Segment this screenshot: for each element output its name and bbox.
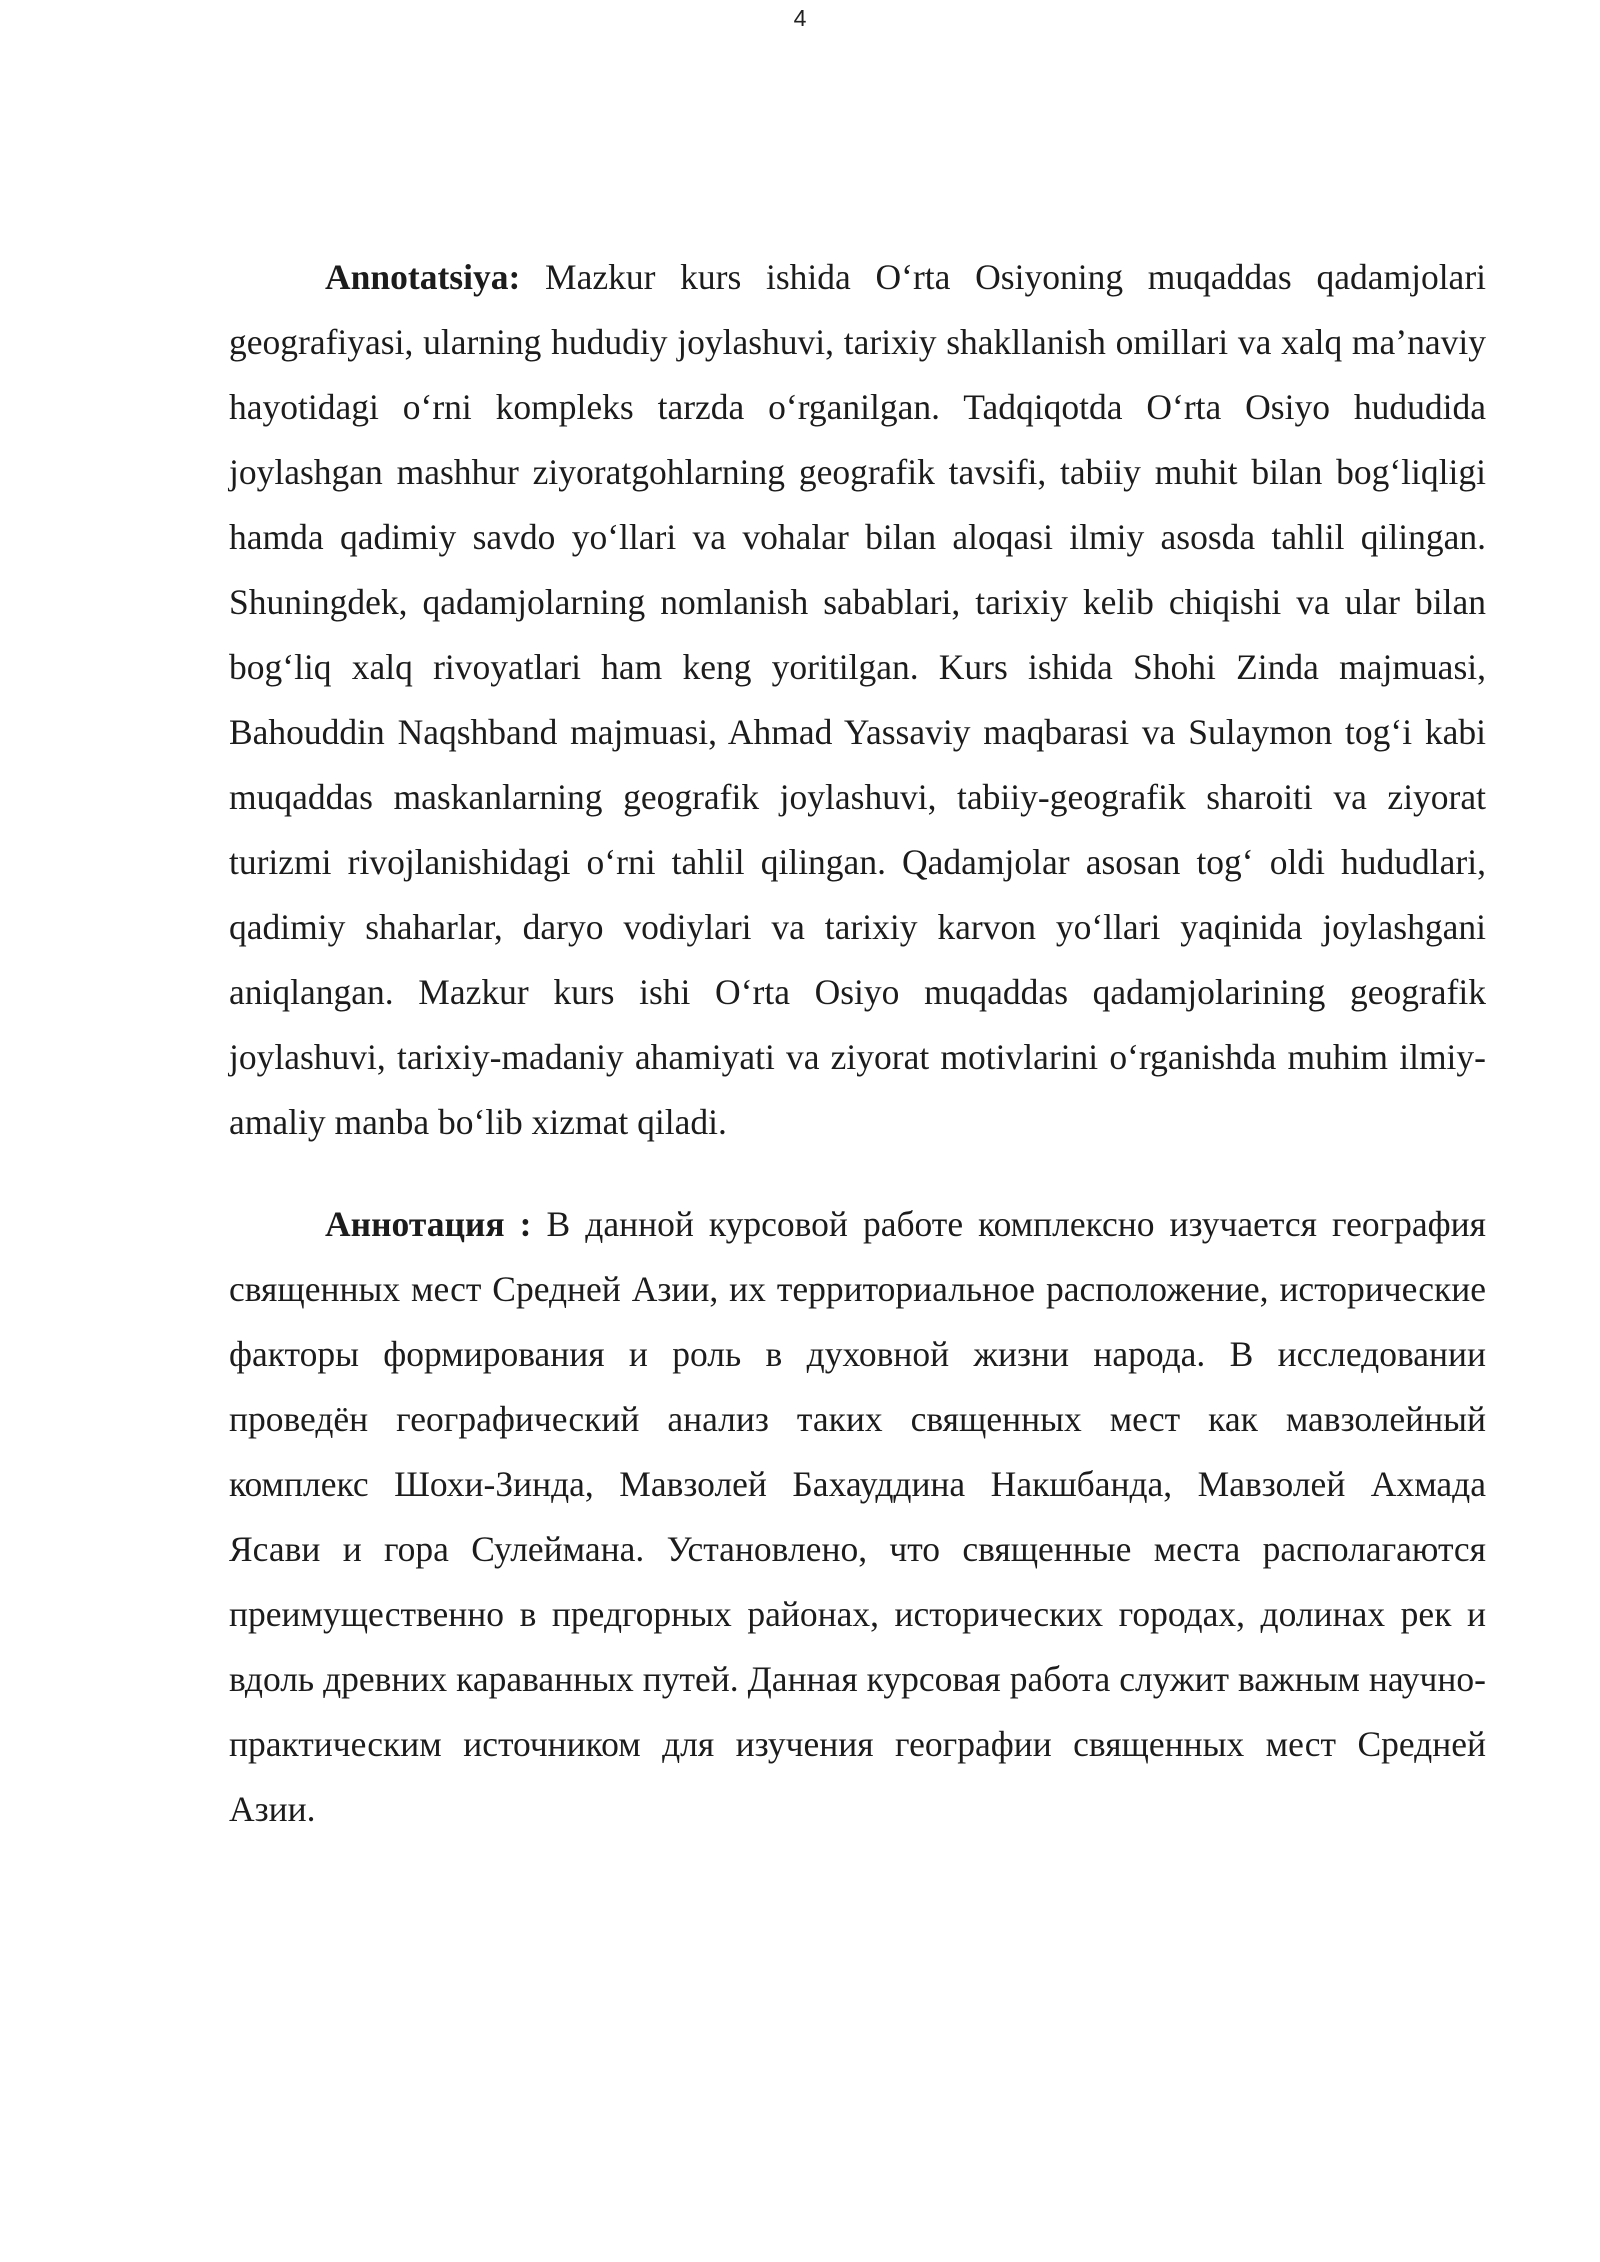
document-body [229, 245, 1486, 1842]
annotation-russian-text: В данной курсовой работе комплексно изучается география священных мест Средней Азии, их территориальное расположение, исторические факторы формирования и роль в духовной жизни народа. В исследовании проведён географический анализ таких священных мест как мавзолейный комплекс Шохи-Зинда, Мавзолей Бахауддина Накшбанда, Мавзолей Ахмада Ясави и гора Сулеймана. Установлено, что священные места располагаются преимущественно в предгорных районах, исторических городах, долинах рек и вдоль древних караванных путей. Данная курсовая работа служит важным научно-практическим источником для изучения географии священных мест Средней Азии. [229, 1204, 1487, 1829]
annotation-russian-paragraph [229, 1192, 1486, 1842]
annotation-russian-label: Аннотация : [325, 1204, 532, 1244]
annotation-uzbek-paragraph [229, 245, 1486, 1155]
page-number: 4 [793, 5, 807, 31]
annotation-uzbek-label: Annotatsiya: [325, 257, 521, 297]
annotation-uzbek-text: Mazkur kurs ishida O‘rta Osiyoning muqaddas qadamjolari geografiyasi, ularning hududiy joylashuvi, tarixiy shakllanish omillari va xalq ma’naviy hayotidagi o‘rni kompleks tarzda o‘rganilgan. Tadqiqotda O‘rta Osiyo hududida joylashgan mashhur ziyoratgohlarning geografik tavsifi, tabiiy muhit bilan bog‘liqligi hamda qadimiy savdo yo‘llari va vohalar bilan aloqasi ilmiy asosda tahlil qilingan. Shuningdek, qadamjolarning nomlanish sabablari, tarixiy kelib chiqishi va ular bilan bog‘liq xalq rivoyatlari ham keng yoritilgan. Kurs ishida Shohi Zinda majmuasi, Bahouddin Naqshband majmuasi, Ahmad Yassaviy maqbarasi va Sulaymon tog‘i kabi muqaddas maskanlarning geografik joylashuvi, tabiiy-geografik sharoiti va ziyorat turizmi rivojlanishidagi o‘rni tahlil qilingan. Qadamjolar asosan tog‘ oldi hududlari, qadimiy shaharlar, daryo vodiylari va tarixiy karvon yo‘llari yaqinida joylashgani aniqlangan. Mazkur kurs ishi O‘rta Osiyo muqaddas qadamjolarining geografik joylashuvi, tarixiy-madaniy ahamiyati va ziyorat motivlarini o‘rganishda muhim ilmiy-amaliy manba bo‘lib xizmat qiladi. [229, 257, 1487, 1142]
